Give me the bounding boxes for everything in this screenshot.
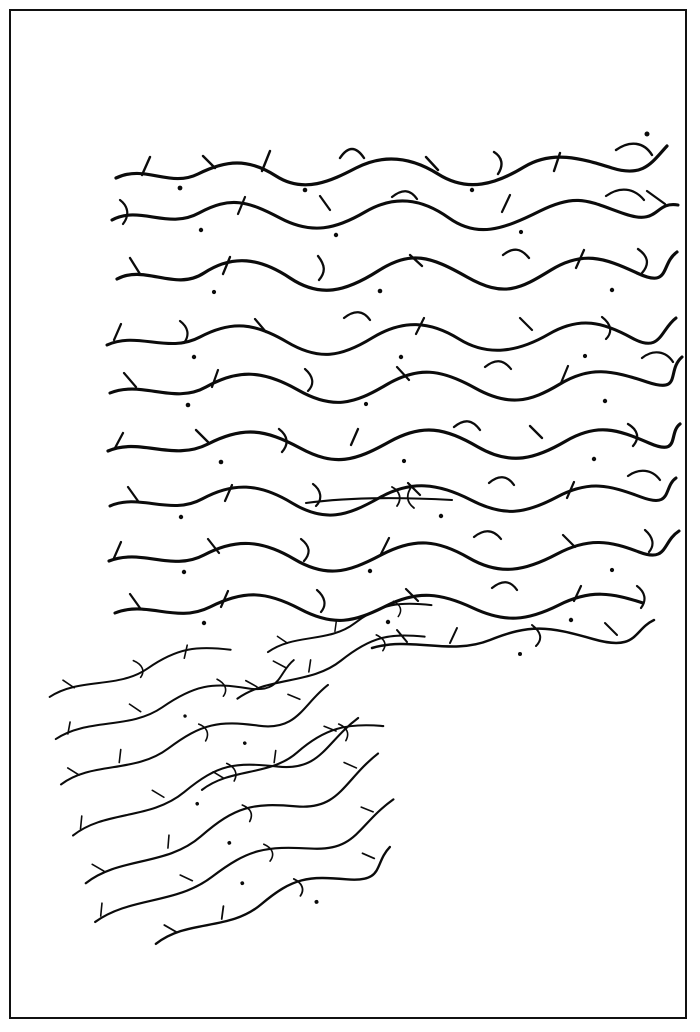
main-line-2 <box>112 190 678 238</box>
main-line-6 <box>108 421 680 464</box>
marginal-note-block <box>46 593 433 947</box>
marginal-line-1 <box>46 635 232 700</box>
marginal-line-10 <box>147 846 399 947</box>
marginal-line-5 <box>75 752 391 891</box>
main-line-3 <box>117 249 677 294</box>
main-line-10 <box>372 620 654 656</box>
marginal-line-2 <box>50 656 301 749</box>
main-line-7 <box>110 471 676 519</box>
main-line-8 <box>109 530 679 574</box>
main-line-5 <box>110 352 682 407</box>
marginal-line-8 <box>231 622 427 698</box>
main-text-block <box>107 132 682 657</box>
main-line-4 <box>107 312 676 359</box>
main-line-9 <box>115 582 644 625</box>
marginal-line-3 <box>54 683 337 797</box>
main-line-1 <box>116 132 667 193</box>
